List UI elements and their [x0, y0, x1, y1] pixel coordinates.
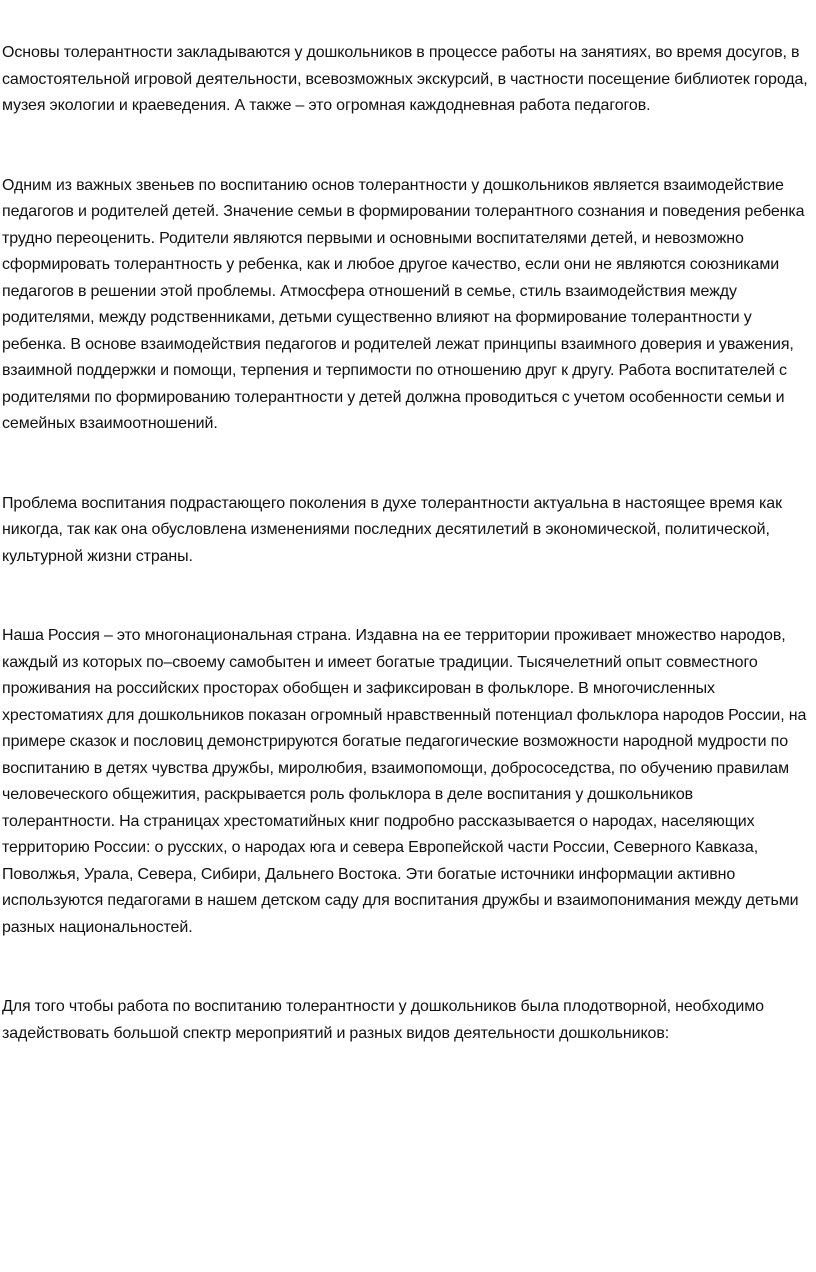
paragraph-spacer	[2, 438, 810, 491]
paragraph-4: Наша Россия – это многонациональная страна. Издавна на ее территории проживает множество народов, каждый из которых по–своему самобытен и имеет богатые традиции. Тысячелетний опыт совместного проживания на российских просторах обобщен и зафиксирован в фольклоре. В многочисленных хрестоматиях для дошкольников показан огромный нравственный потенциал фольклора народов России, на примере сказок и пословиц демонстрируются богатые педагогические возможности народной мудрости по воспитанию в детях чувства дружбы, миролюбия, взаимопомощи, добрососедства, по обучению правилам человеческого общежития, раскрывается роль фольклора в деле воспитания у дошкольников толерантности. На страницах хрестоматийных книг подробно рассказывается о народах, населяющих территорию России: о русских, о народах юга и севера Европейской части России, Северного Кавказа, Поволжья, Урала, Севера, Сибири, Дальнего Востока. Эти богатые источники информации активно используются педагогами в нашем детском саду для воспитания дружбы и взаимопонимания между детьми разных национальностей.	[2, 627, 807, 936]
paragraph-spacer	[2, 120, 810, 173]
paragraph-1: Основы толерантности закладываются у дошкольников в процессе работы на занятиях, во время досугов, в самостоятельной игровой деятельности, всевозможных экскурсий, в частности посещение библиотек города, музея экологии и краеведения. А также – это огромная каждодневная работа педагогов.	[2, 44, 808, 114]
paragraph-spacer	[2, 570, 810, 623]
paragraph-3: Проблема воспитания подрастающего поколения в духе толерантности актуальна в настоящее время как никогда, так как она обусловлена изменениями последних десятилетий в экономической, политической, культурной жизни страны.	[2, 494, 782, 565]
paragraph-5: Для того чтобы работа по воспитанию толерантности у дошкольников была плодотворной, необходимо задействовать большой спектр мероприятий и разных видов деятельности дошкольников:	[2, 998, 764, 1042]
paragraph-2: Одним из важных звеньев по воспитанию основ толерантности у дошкольников является взаимодействие педагогов и родителей детей. Значение семьи в формировании толерантного сознания и поведения ребенка трудно переоценить. Родители являются первыми и основными воспитателями детей, и невозможно сформировать толерантность у ребенка, как и любое другое качество, если они не являются союзниками педагогов в решении этой проблемы. Атмосфера отношений в семье, стиль взаимодействия между родителями, между родственниками, детьми существенно влияют на формирование толерантности у ребенка. В основе взаимодействия педагогов и родителей лежат принципы взаимного доверия и уважения, взаимной поддержки и помощи, терпения и терпимости по отношению друг к другу. Работа воспитателей с родителями по формированию толерантности у детей должна проводиться с учетом особенности семьи и семейных взаимоотношений.	[2, 176, 805, 432]
paragraph-spacer	[2, 941, 810, 994]
